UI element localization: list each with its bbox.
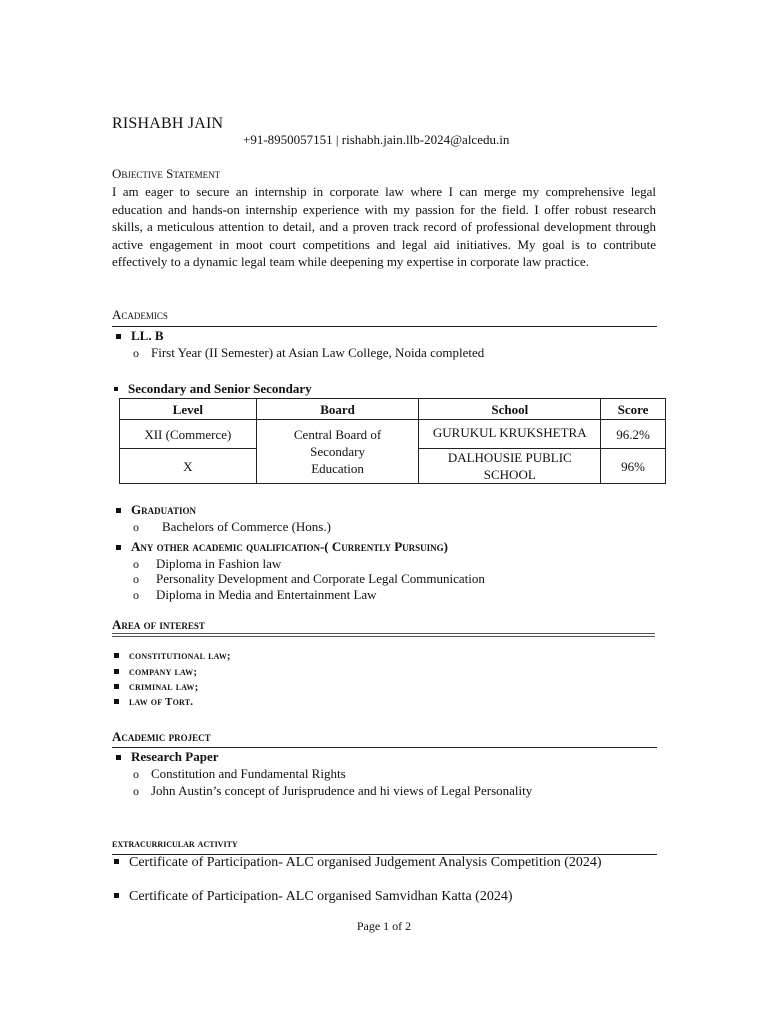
other-qualification-item	[116, 539, 448, 555]
bullet-circle-icon: o	[133, 520, 139, 534]
list-item-text: law of Tort.	[129, 696, 194, 708]
list-item-text: company law;	[129, 666, 198, 678]
col-header-board: Board	[256, 399, 419, 420]
grades-table	[119, 398, 666, 484]
bullet-square-icon	[116, 508, 121, 513]
bullet-square-icon	[114, 653, 119, 658]
cell-score: 96.2%	[601, 420, 666, 449]
table-row	[120, 420, 666, 449]
cell-school: GURUKUL KRUKSHETRA	[419, 420, 601, 449]
col-header-score: Score	[601, 399, 666, 420]
bullet-square-icon	[114, 684, 119, 689]
list-item	[133, 556, 281, 572]
list-item	[133, 587, 377, 603]
cell-school: DALHOUSIE PUBLIC SCHOOL	[419, 449, 601, 484]
cell-board: Central Board of Secondary Education	[256, 420, 419, 484]
list-item	[114, 666, 197, 678]
table-header-row	[120, 399, 666, 420]
graduation-sub-text: Bachelors of Commerce (Hons.)	[162, 519, 331, 534]
list-item	[114, 681, 198, 693]
bullet-square-icon	[114, 859, 119, 864]
list-item	[114, 889, 512, 905]
bullet-square-icon	[114, 387, 118, 391]
page-number: Page 1 of 2	[356, 919, 412, 933]
interest-heading: Area of interest	[112, 617, 205, 632]
list-item	[114, 650, 231, 662]
list-item-text: Constitution and Fundamental Rights	[151, 766, 346, 781]
bullet-circle-icon: o	[133, 784, 139, 798]
llb-sub-text: First Year (II Semester) at Asian Law College, Noida completed	[151, 345, 485, 360]
academics-heading: Academics	[112, 307, 168, 322]
col-header-school: School	[419, 399, 601, 420]
secondary-label: Secondary and Senior Secondary	[128, 381, 312, 396]
list-item-text: Certificate of Participation- ALC organised Samvidhan Katta (2024)	[129, 889, 513, 904]
candidate-name: RISHABH JAIN	[112, 115, 224, 132]
graduation-sub-item	[133, 519, 331, 535]
other-qualification-label: Any other academic qualification-( Currently Pursuing)	[131, 539, 448, 554]
bullet-square-icon	[114, 699, 119, 704]
list-item-text: John Austin’s concept of Jurisprudence and hi views of Legal Personality	[151, 783, 533, 798]
academics-rule	[112, 326, 657, 327]
bullet-circle-icon: o	[133, 588, 139, 602]
objective-heading: Objective Statement	[112, 166, 221, 181]
research-paper-label: Research Paper	[131, 749, 219, 764]
research-paper-item	[116, 749, 218, 765]
contact-line: +91-8950057151 | rishabh.jain.llb-2024@alcedu.in	[243, 132, 510, 147]
cell-level: XII (Commerce)	[120, 420, 257, 449]
llb-sub-item	[133, 345, 484, 361]
list-item-text: Diploma in Fashion law	[156, 556, 282, 571]
list-item	[114, 855, 602, 871]
bullet-square-icon	[114, 669, 119, 674]
bullet-square-icon	[114, 893, 119, 898]
bullet-square-icon	[116, 545, 121, 550]
llb-label: LL. B	[131, 328, 164, 343]
bullet-circle-icon: o	[133, 346, 139, 360]
list-item-text: Personality Development and Corporate Legal Communication	[156, 571, 485, 586]
bullet-square-icon	[116, 755, 121, 760]
bullet-square-icon	[116, 334, 121, 339]
cell-score: 96%	[601, 449, 666, 484]
list-item	[133, 766, 346, 782]
llb-item	[116, 328, 164, 344]
list-item-text: criminal law;	[129, 681, 199, 693]
list-item-text: Diploma in Media and Entertainment Law	[156, 587, 377, 602]
bullet-circle-icon: o	[133, 557, 139, 571]
objective-text: I am eager to secure an internship in corporate law where I can merge my comprehensive legal education and hands-on internship experience with my passion for the field. I offer robust research skills, a meticulous attention to detail, and a proven track record of professional development through active engagement in moot court competitions and legal aid initiatives. My goal is to contribute effectively to a dynamic legal team while deepening my expertise in corporate law practice.	[112, 184, 656, 270]
list-item	[114, 696, 193, 708]
list-item	[133, 571, 485, 587]
cell-level: X	[120, 449, 257, 484]
list-item-text: constitutional law;	[129, 650, 231, 662]
graduation-label: Graduation	[131, 502, 196, 517]
bullet-circle-icon: o	[133, 767, 139, 781]
project-heading: Academic project	[112, 729, 211, 744]
secondary-item	[114, 381, 312, 397]
project-rule	[112, 747, 657, 748]
col-header-level: Level	[120, 399, 257, 420]
list-item	[133, 783, 532, 799]
bullet-circle-icon: o	[133, 572, 139, 586]
interest-rule	[112, 633, 655, 637]
extracurricular-heading: extracurricular activity	[112, 836, 238, 850]
list-item-text: Certificate of Participation- ALC organised Judgement Analysis Competition (2024)	[129, 855, 602, 870]
graduation-item	[116, 502, 196, 518]
